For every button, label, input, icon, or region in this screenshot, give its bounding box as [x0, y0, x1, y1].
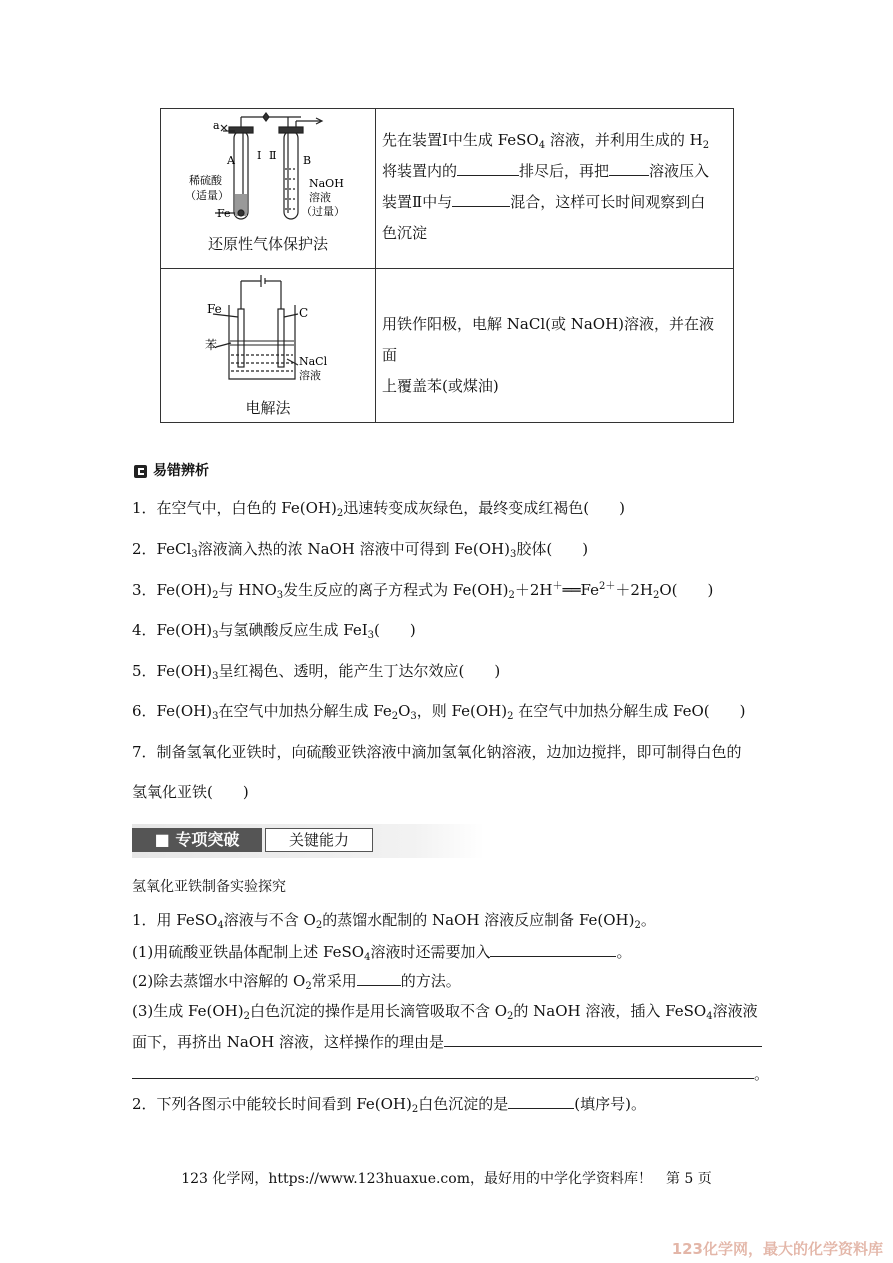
answer-blank[interactable]: [508, 1092, 574, 1109]
statement-7: 7．制备氢氧化亚铁时，向硫酸亚铁溶液中滴加氢氧化钠溶液，边加边搅拌，即可制得白色的: [132, 743, 742, 761]
statement-4: 4．$Fe(OH)_3$与氢碘酸反应生成 FeI$_3$( ): [132, 621, 416, 641]
page-footer: 123 化学网，https://www.123huaxue.com，最好用的中学化学资料库！ 第 5 页: [181, 1171, 712, 1187]
svg-text:A: A: [227, 154, 235, 167]
svg-text:NaOH: NaOH: [309, 177, 344, 190]
statement-5: 5．$Fe(OH)_3$呈红褐色、透明，能产生丁达尔效应( ): [132, 662, 501, 682]
figure-caption: 还原性气体保护法: [207, 235, 328, 253]
statement-3: 3．$Fe(OH)_2$与 $HNO_3$发生反应的离子方程式为 $Fe(OH)_2+2H^+══Fe^{2+}+2H_2O$( ): [132, 581, 714, 601]
methods-table: [160, 108, 734, 423]
svg-text:a: a: [213, 119, 220, 132]
banner-tab-key-ability: 关键能力: [265, 828, 373, 852]
question-1-3: (3)生成 $Fe(OH)_2$白色沉淀的操作是用长滴管吸取不含 $O_2$的 NaOH 溶液，插入 FeSO$_4$溶液液: [132, 1002, 758, 1022]
method-description-1: 先在装置Ⅰ中生成 FeSO$_4$ 溶液，并利用生成的 $H_2$ 将装置内的 排尽后，再把 溶液压入 装置Ⅱ中与 混合，这样可长时间观察到白 色沉淀: [376, 109, 734, 269]
banner-tab-special: ■ 专项突破: [132, 828, 262, 852]
question-1-1: (1)用硫酸亚铁晶体配制上述 FeSO$_4$溶液时还需要加入 。: [132, 940, 631, 962]
gas-protection-apparatus: [161, 109, 375, 233]
svg-text:溶液: 溶液: [309, 191, 331, 204]
statement-6: 6．$Fe(OH)_3$在空气中加热分解生成 $Fe_2O_3$，则 $Fe(OH)_2$ 在空气中加热分解生成 FeO( ): [132, 702, 746, 722]
svg-text:苯: 苯: [205, 338, 218, 352]
exercise-title: 氢氧化亚铁制备实验探究: [132, 879, 286, 895]
figure-caption: 电解法: [245, 399, 291, 417]
answer-blank[interactable]: [452, 190, 510, 207]
answer-blank[interactable]: [357, 969, 401, 986]
electrolysis-apparatus: [161, 269, 375, 391]
question-1-3-cont: 面下，再挤出 NaOH 溶液，这样操作的理由是: [132, 1030, 762, 1052]
svg-text:Ⅰ: Ⅰ: [257, 149, 262, 162]
answer-blank[interactable]: [457, 159, 519, 176]
apparatus-cell-1: [161, 109, 376, 269]
answer-blank[interactable]: [132, 1062, 754, 1079]
svg-text:Ⅱ: Ⅱ: [269, 149, 277, 162]
question-1-3-line2: 。: [132, 1062, 769, 1084]
statement-2: 2．FeCl$_3$溶液滴入热的浓 NaOH 溶液中可得到 $Fe(OH)_3$胶体( ): [132, 540, 589, 560]
svg-text:Fe: Fe: [217, 207, 231, 220]
svg-text:C: C: [299, 306, 309, 320]
statement-1: 1．在空气中，白色的 $Fe(OH)_2$迅速转变成灰绿色，最终变成红褐色( ): [132, 499, 625, 519]
svg-text:溶液: 溶液: [299, 369, 321, 382]
svg-text:B: B: [303, 154, 312, 167]
watermark: 123化学网，最大的化学资料库: [671, 1240, 883, 1258]
svg-text:（过量）: （过量）: [301, 205, 345, 218]
answer-blank[interactable]: [490, 940, 616, 957]
svg-text:稀硫酸: 稀硫酸: [189, 174, 222, 187]
section-banner: [132, 824, 484, 858]
question-2: 2．下列各图示中能较长时间看到 $Fe(OH)_2$白色沉淀的是 (填序号)。: [132, 1092, 646, 1114]
svg-text:NaCl: NaCl: [299, 355, 328, 368]
question-1-2: (2)除去蒸馏水中溶解的 $O_2$常采用 的方法。: [132, 969, 461, 991]
svg-text:（适量）: （适量）: [185, 189, 229, 202]
section-title-common-mistakes: 易错辨析: [134, 460, 209, 480]
section-icon: [134, 465, 147, 478]
answer-blank[interactable]: [609, 159, 649, 176]
svg-text:Fe: Fe: [207, 302, 222, 316]
question-1: 1．用 FeSO$_4$溶液与不含 $O_2$的蒸馏水配制的 NaOH 溶液反应制备 $Fe(OH)_2$。: [132, 911, 656, 931]
answer-blank[interactable]: [444, 1030, 762, 1047]
statement-7-cont: 氢氧化亚铁( ): [132, 783, 249, 801]
apparatus-cell-2: [161, 269, 376, 423]
method-description-2: 用铁作阳极，电解 NaCl(或 NaOH)溶液，并在液面 上覆盖苯(或煤油): [376, 269, 734, 423]
